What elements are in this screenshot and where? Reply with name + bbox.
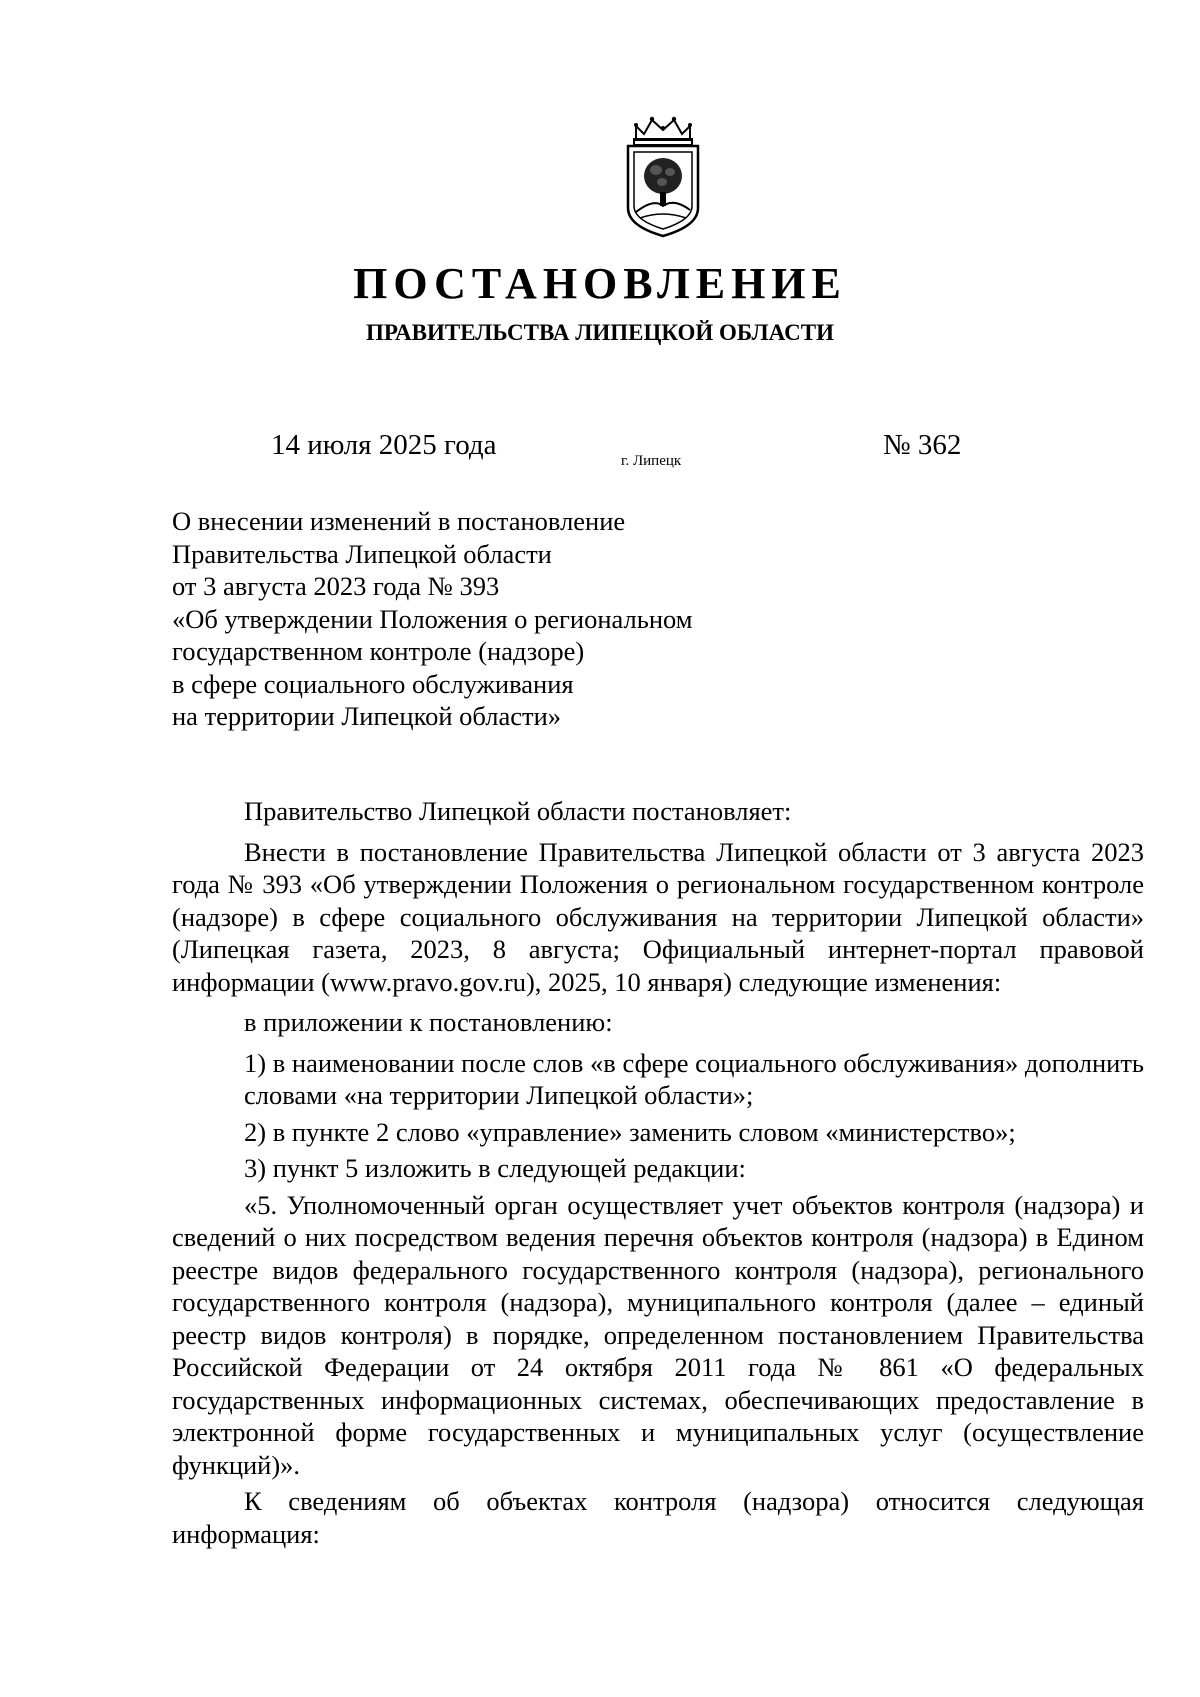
document-number: № 362 bbox=[883, 429, 962, 461]
document-city: г. Липецк bbox=[621, 453, 682, 469]
list-item: 1) в наименовании после слов «в сфере социального обслуживания» дополнить словами «на территории Липецкой области»; bbox=[244, 1047, 1144, 1110]
list-item: 3) пункт 5 изложить в следующей редакции: bbox=[244, 1153, 746, 1183]
subject-line: «Об утверждении Положения о региональном bbox=[172, 603, 693, 634]
list-item: 2) в пункте 2 слово «управление» заменить словом «министерство»; bbox=[244, 1116, 1016, 1147]
coat-of-arms-icon bbox=[614, 112, 712, 240]
subject-line: от 3 августа 2023 года № 393 bbox=[172, 571, 500, 601]
subject-line: в сфере социального обслуживания bbox=[172, 668, 574, 699]
paragraph: в приложении к постановлению: bbox=[244, 1007, 613, 1037]
document-date: 14 июля 2025 года bbox=[271, 429, 497, 461]
subject-line: государственном контроле (надзоре) bbox=[172, 636, 585, 666]
document-subject bbox=[172, 505, 812, 733]
paragraph: К сведениям об объектах контроля (надзора) относится следующая информация: bbox=[172, 1486, 1144, 1549]
document-body bbox=[172, 795, 1144, 1550]
subject-line: О внесении изменений в постановление bbox=[172, 506, 626, 536]
issuing-authority: ПРАВИТЕЛЬСТВА ЛИПЕЦКОЙ ОБЛАСТИ bbox=[366, 320, 834, 345]
subject-line: Правительства Липецкой области bbox=[172, 538, 552, 569]
document-title: ПОСТАНОВЛЕНИЕ bbox=[353, 259, 847, 308]
paragraph: «5. Уполномоченный орган осуществляет учет объектов контроля (надзора) и сведений о них посредством ведения перечня объектов контроля (надзора) в Едином реестре видов федерального государственного контроля (надзора), регионального государственного контроля (надзора), муниципального контроля (далее – единый реестр видов контроля) в порядке, определенном постановлением Правительства Российской Федерации от 24 октября 2011 года № 861 «О федеральных государственных информационных системах, обеспечивающих предоставление в электронной форме государственных и муниципальных услуг (осуществление функций)». bbox=[172, 1189, 1144, 1480]
intro-paragraph: Правительство Липецкой области постановляет: bbox=[244, 796, 792, 826]
subject-line: на территории Липецкой области» bbox=[172, 701, 562, 731]
paragraph: Внести в постановление Правительства Липецкой области от 3 августа 2023 года № 393 «Об утверждении Положения о региональном государственном контроле (надзоре) в сфере социального обслуживания на территории Липецкой области» (Липецкая газета, 2023, 8 августа; Официальный интернет-портал правовой информации (www.pravo.gov.ru), 2025, 10 января) следующие изменения: bbox=[172, 836, 1144, 997]
